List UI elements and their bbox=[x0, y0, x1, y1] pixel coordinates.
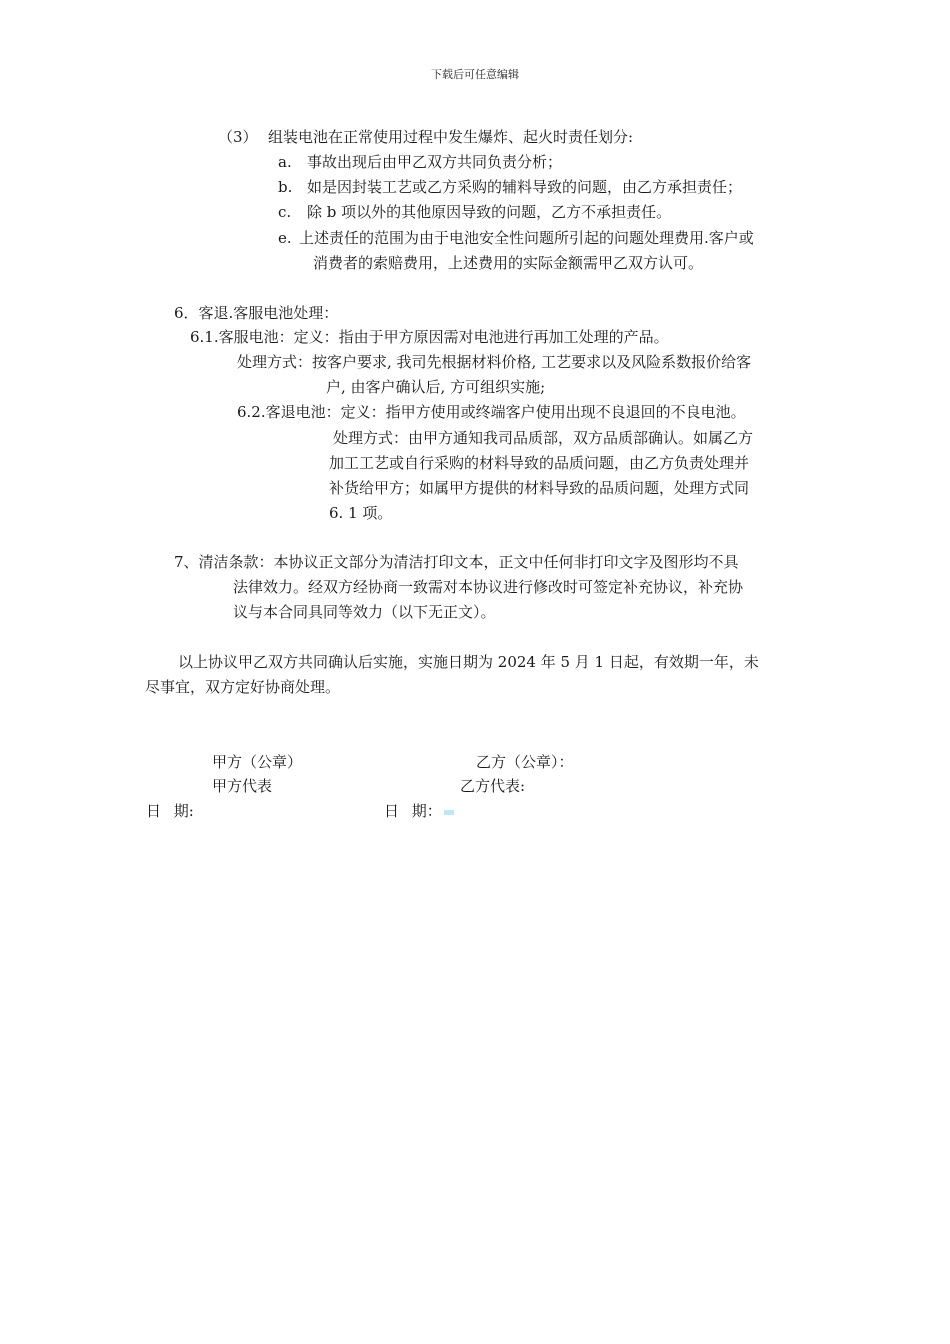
item-e-line1: 上述责任的范围为由于电池安全性问题所引起的问题处理费用.客户或 bbox=[299, 229, 754, 247]
party-b-seal: 乙方（公章）： bbox=[476, 753, 574, 771]
item-b-label: b. bbox=[278, 178, 293, 196]
item-e-label: e. bbox=[278, 229, 292, 247]
item-c-text: 除 b 项以外的其他原因导致的问题，乙方不承担责任。 bbox=[307, 203, 672, 221]
section62-title: 6.2.客退电池：定义：指甲方使用或终端客户使用出现不良退回的不良电池。 bbox=[237, 403, 746, 421]
party-b-date-wrapper bbox=[384, 801, 454, 821]
section7-line3: 议与本合同具同等效力（以下无正文）。 bbox=[233, 603, 496, 621]
section62-method-line4: 6. 1 项。 bbox=[329, 504, 393, 522]
section62-method-line2: 加工工艺或自行采购的材料导致的品质问题，由乙方负责处理并 bbox=[329, 454, 750, 472]
party-a-date: 日 期: bbox=[146, 802, 194, 820]
section62-method-line3: 补货给甲方；如属甲方提供的材料导致的品质问题，处理方式同 bbox=[329, 479, 750, 497]
section61-method-line2: 户, 由客户确认后, 方可组织实施; bbox=[326, 378, 546, 396]
highlight-marker bbox=[444, 810, 454, 815]
section7-line2: 法律效力。经双方经协商一致需对本协议进行修改时可签定补充协议，补充协 bbox=[233, 578, 744, 596]
item-a-text: 事故出现后由甲乙双方共同负责分析； bbox=[307, 153, 563, 171]
section61-method-line1: 处理方式：按客户要求, 我司先根据材料价格, 工艺要求以及风险系数报价给客 bbox=[237, 353, 752, 371]
party-b-date: 日 期： bbox=[384, 802, 442, 820]
item-c-label: c. bbox=[278, 203, 292, 221]
item-e-line2: 消费者的索赔费用，上述费用的实际金额需甲乙双方认可。 bbox=[313, 254, 704, 272]
section62-method-line1: 处理方式：由甲方通知我司品质部，双方品质部确认。如属乙方 bbox=[333, 429, 754, 447]
item-b-text: 如是因封装工艺或乙方采购的辅料导致的问题，由乙方承担责任； bbox=[307, 178, 743, 196]
closing-line2: 尽事宜，双方定好协商处理。 bbox=[145, 678, 341, 696]
party-b-representative: 乙方代表: bbox=[460, 777, 526, 795]
section7-line1: 7、清洁条款：本协议正文部分为清洁打印文本，正文中任何非打印文字及图形均不具 bbox=[174, 553, 739, 571]
page-header: 下载后可任意编辑 bbox=[431, 68, 519, 81]
section6-title: 6．客退.客服电池处理： bbox=[174, 304, 339, 322]
closing-line1: 以上协议甲乙双方共同确认后实施，实施日期为 2024 年 5 月 1 日起，有效期一年，未 bbox=[178, 653, 759, 671]
section61-title: 6.1.客服电池：定义：指由于甲方原因需对电池进行再加工处理的产品。 bbox=[190, 328, 669, 346]
party-a-seal: 甲方（公章） bbox=[212, 753, 303, 771]
item-a-label: a. bbox=[278, 153, 292, 171]
section3-title: 组装电池在正常使用过程中发生爆炸、起火时责任划分: bbox=[268, 128, 634, 146]
party-a-representative: 甲方代表 bbox=[212, 777, 273, 795]
section3-number: （3） bbox=[218, 128, 258, 146]
